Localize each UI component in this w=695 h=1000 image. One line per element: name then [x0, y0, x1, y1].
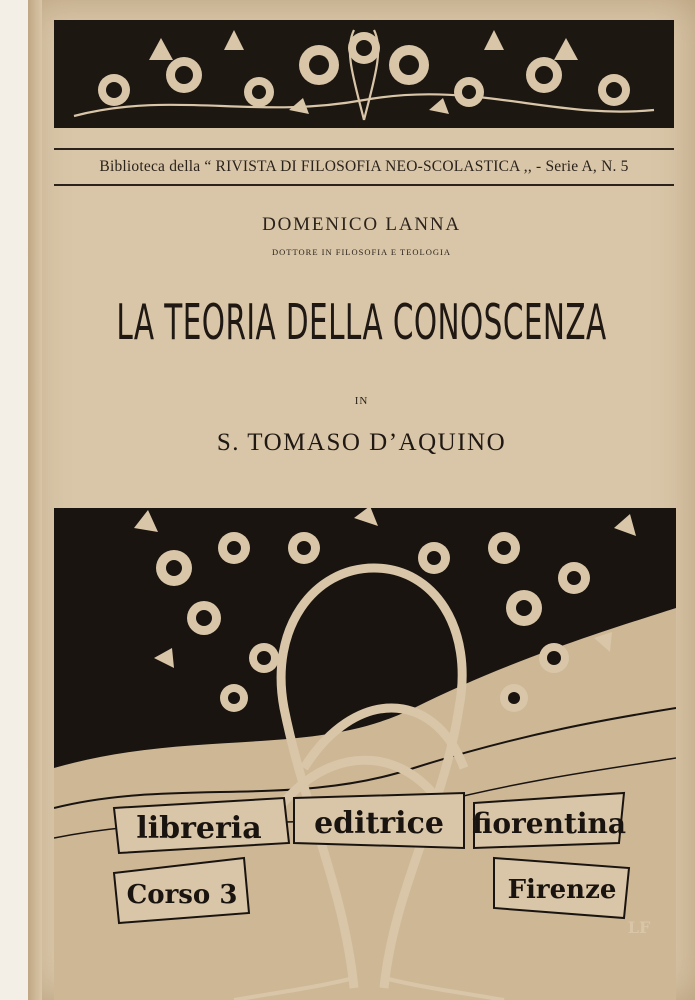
emblem-line1: libreria: [136, 811, 262, 846]
emblem-line2: editrice: [314, 806, 444, 841]
author-credentials: DOTTORE IN FILOSOFIA E TEOLOGIA: [272, 247, 451, 257]
publisher-emblem: [54, 508, 676, 1000]
emblem-line3: fiorentina: [471, 807, 627, 840]
cover-edge: [28, 0, 42, 1000]
emblem-line4: Corso 3: [126, 880, 238, 910]
book-cover: [28, 0, 695, 1000]
title-connector: IN: [354, 395, 369, 407]
book-title: LA TEORIA DELLA CONOSCENZA: [116, 296, 607, 352]
rule-bottom: [54, 184, 674, 186]
series-line: [54, 158, 674, 176]
book-subject: S. TOMASO D’AQUINO: [216, 429, 507, 456]
rule-top: [54, 148, 674, 150]
series-prefix: Biblioteca della: [99, 158, 201, 175]
series-journal: “ RIVISTA DI FILOSOFIA NEO-SCOLASTICA ,,: [204, 158, 532, 175]
series-number: - Serie A, N. 5: [536, 158, 629, 175]
rose-ornament-icon: [54, 20, 674, 128]
author-name: DOMENICO LANNA: [262, 214, 461, 235]
top-ornament-band: [54, 20, 674, 128]
emblem-line5: Firenze: [507, 875, 617, 905]
tree-emblem-icon: [54, 508, 676, 1000]
emblem-monogram: LF: [627, 918, 651, 937]
